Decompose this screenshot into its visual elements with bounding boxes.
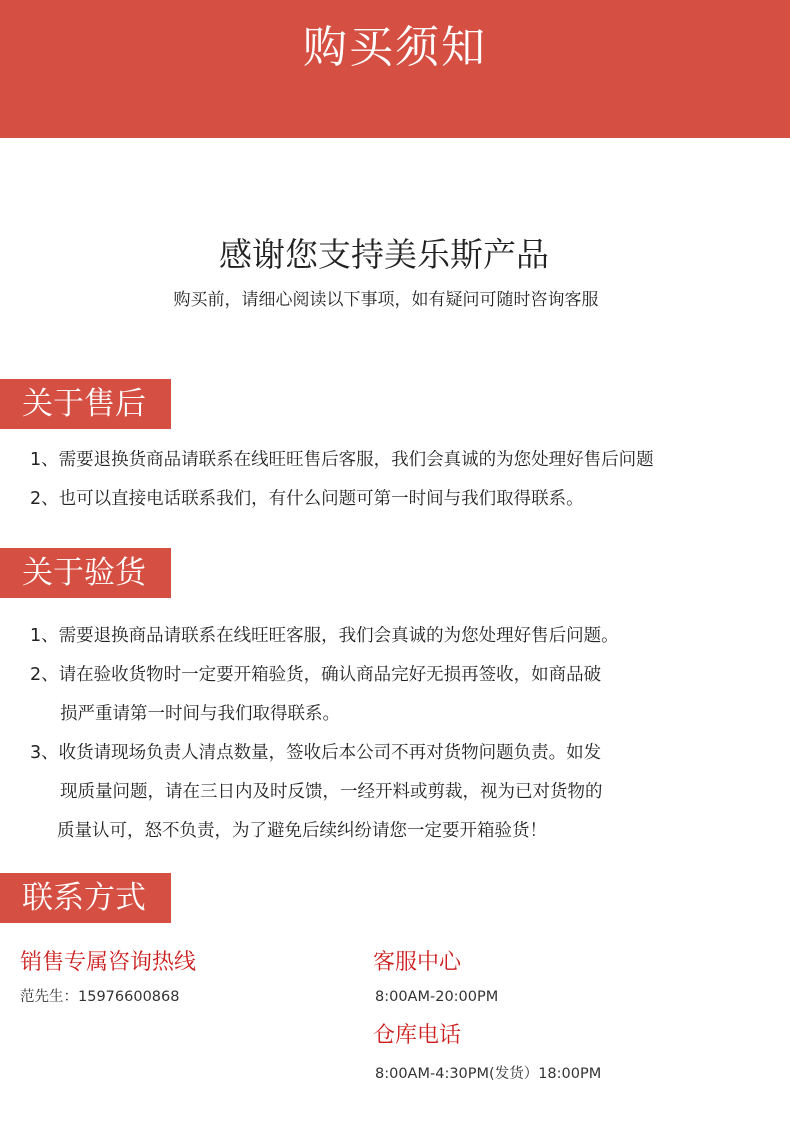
service-center-hours: 8:00AM-20:00PM <box>375 989 499 1005</box>
section-tag-contact: 联系方式 <box>0 873 171 923</box>
inspection-line-6: 质量认可，怒不负责，为了避免后续纠纷请您一定要开箱验货！ <box>57 821 547 841</box>
after-sales-line-2: 2、也可以直接电话联系我们，有什么问题可第一时间与我们取得联系。 <box>30 489 584 509</box>
service-center-heading: 客服中心 <box>373 950 462 975</box>
page-title: 购买须知 <box>303 22 487 73</box>
inspection-line-2: 2、请在验收货物时一定要开箱验货，确认商品完好无损再签收，如商品破 <box>30 665 602 685</box>
inspection-line-4: 3、收货请现场负责人清点数量，签收后本公司不再对货物问题负责。如发 <box>30 743 602 763</box>
inspection-line-5: 现质量问题，请在三日内及时反馈，一经开料或剪裁，视为已对货物的 <box>60 782 603 802</box>
sales-hotline-heading: 销售专属咨询热线 <box>20 950 197 975</box>
thanks-subtitle: 购买前，请细心阅读以下事项，如有疑问可随时咨询客服 <box>173 290 599 310</box>
after-sales-line-1: 1、需要退换货商品请联系在线旺旺售后客服，我们会真诚的为您处理好售后问题 <box>30 450 654 470</box>
header-banner <box>0 0 790 138</box>
inspection-line-1: 1、需要退换商品请联系在线旺旺客服，我们会真诚的为您处理好售后问题。 <box>30 626 619 646</box>
warehouse-phone-heading: 仓库电话 <box>373 1023 462 1048</box>
section-tag-after-sales: 关于售后 <box>0 379 171 429</box>
sales-contact-person: 范先生：15976600868 <box>20 989 180 1005</box>
warehouse-hours: 8:00AM-4:30PM(发货）18:00PM <box>375 1066 602 1082</box>
inspection-line-3: 损严重请第一时间与我们取得联系。 <box>60 704 340 724</box>
section-tag-inspection: 关于验货 <box>0 548 171 598</box>
thanks-heading: 感谢您支持美乐斯产品 <box>219 235 549 274</box>
